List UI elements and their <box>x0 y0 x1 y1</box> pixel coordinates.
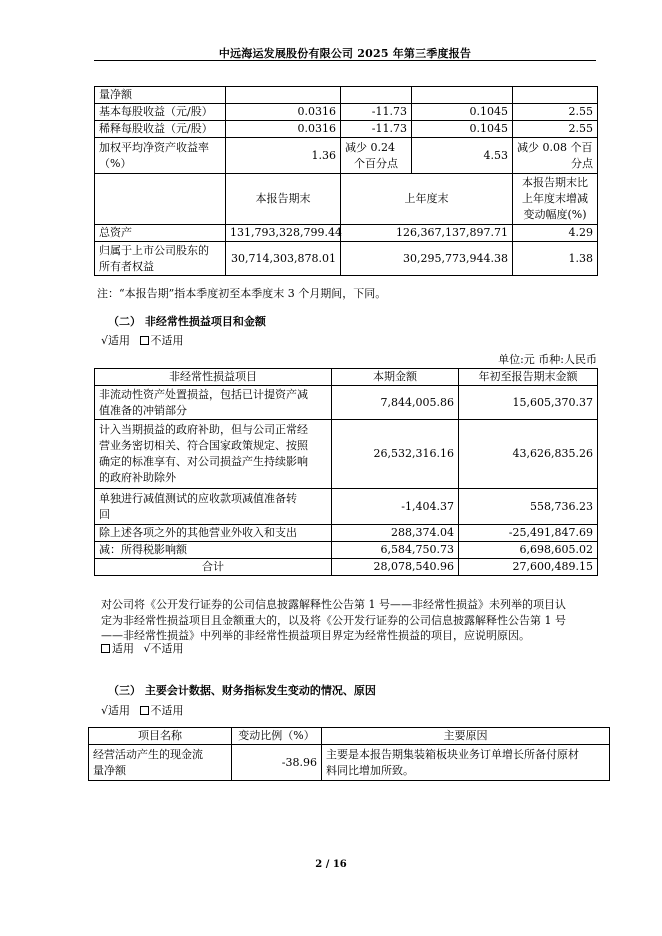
column-header: 非经常性损益项目 <box>95 369 332 386</box>
table-header-row <box>89 728 610 745</box>
column-header: 上年度末 <box>341 174 513 225</box>
applicable-checked: √适用 <box>101 334 131 347</box>
table-cell: 4.29 <box>513 225 598 242</box>
not-applicable-checked: √不适用 <box>143 642 184 655</box>
checkbox-icon <box>140 336 149 345</box>
column-header: 本期金额 <box>332 369 459 386</box>
table-cell: -1,404.37 <box>332 489 459 525</box>
para-applicability-options <box>101 641 184 657</box>
not-applicable-label: 不适用 <box>150 334 184 347</box>
section-title: （三） 主要会计数据、财务指标发生变动的情况、原因 <box>108 684 376 697</box>
row-label: 单独进行减值测试的应收款项减值准备转 回 <box>95 489 332 525</box>
checkbox-icon <box>101 644 110 653</box>
table-cell: 288,374.04 <box>332 525 459 542</box>
unit-label: 单位:元 币种:人民币 <box>498 353 597 366</box>
section-title: （二） 非经常性损益项目和金额 <box>108 315 266 328</box>
table-cell: 减少 0.24 个百分点 <box>341 138 412 174</box>
table-cell: 0.1045 <box>412 121 513 138</box>
row-label: 计入当期损益的政府补助，但与公司正常经 营业务密切相关、符合国家政策规定、按照 确定的标准享有、对公司损益产生持续影响 的政府补助除外 <box>95 420 332 489</box>
table-row <box>95 525 598 542</box>
table-row <box>95 138 598 174</box>
row-label: 稀释每股收益（元/股） <box>95 121 226 138</box>
table-row <box>95 242 598 276</box>
applicability-options <box>101 333 184 349</box>
table-cell: 2.55 <box>513 121 598 138</box>
table-cell: 1.38 <box>513 242 598 276</box>
table-cell: 0.0316 <box>226 121 341 138</box>
row-label: 总资产 <box>95 225 226 242</box>
column-header: 变动比例（%） <box>232 728 322 745</box>
column-header: 本报告期末 <box>226 174 341 225</box>
page-header-title: 中远海运发展股份有限公司 2025 年第三季度报告 <box>218 47 472 60</box>
table-cell: 43,626,835.26 <box>459 420 598 489</box>
row-label: 减：所得税影响额 <box>95 542 332 559</box>
table-cell: 30,714,303,878.01 <box>226 242 341 276</box>
row-label: 归属于上市公司股东的 所有者权益 <box>95 242 226 276</box>
table-cell: 6,584,750.73 <box>332 542 459 559</box>
table-row <box>95 542 598 559</box>
non-recurring-items-table <box>94 368 598 576</box>
table-cell: 26,532,316.16 <box>332 420 459 489</box>
table-cell: 7,844,005.86 <box>332 386 459 420</box>
table-row <box>95 121 598 138</box>
table-cell: -11.73 <box>341 121 412 138</box>
page-number: 2 / 16 <box>315 859 347 870</box>
table-cell: 27,600,489.15 <box>459 559 598 576</box>
table-row <box>89 745 610 781</box>
row-label: 非流动性资产处置损益，包括已计提资产减 值准备的冲销部分 <box>95 386 332 420</box>
row-label: 合计 <box>95 559 332 576</box>
column-header: 主要原因 <box>322 728 610 745</box>
table-total-row <box>95 559 598 576</box>
key-financial-data-table <box>94 86 598 276</box>
table-cell: -25,491,847.69 <box>459 525 598 542</box>
applicability-options <box>101 703 184 719</box>
table-cell: 30,295,773,944.38 <box>341 242 513 276</box>
table-cell: 131,793,328,799.44 <box>226 225 341 242</box>
table-cell: 0.1045 <box>412 104 513 121</box>
table-cell: 0.0316 <box>226 104 341 121</box>
checkbox-icon <box>140 706 149 715</box>
table-header-row <box>95 174 598 225</box>
row-label: 除上述各项之外的其他营业外收入和支出 <box>95 525 332 542</box>
table-cell: 减少 0.08 个百 分点 <box>513 138 598 174</box>
table-row <box>95 489 598 525</box>
applicable-checked: √适用 <box>101 704 131 717</box>
table-cell: 15,605,370.37 <box>459 386 598 420</box>
table-row <box>95 225 598 242</box>
table-cell: 126,367,137,897.71 <box>341 225 513 242</box>
header-divider <box>94 60 596 61</box>
table-cell: -38.96 <box>232 745 322 781</box>
table-row <box>95 420 598 489</box>
column-header: 年初至报告期末金额 <box>459 369 598 386</box>
table-cell: 6,698,605.02 <box>459 542 598 559</box>
column-header: 项目名称 <box>89 728 232 745</box>
table-note: 注：“本报告期”指本季度初至本季度末 3 个月期间，下同。 <box>97 287 387 300</box>
row-label: 经营活动产生的现金流 量净额 <box>89 745 232 781</box>
table-cell: -11.73 <box>341 104 412 121</box>
table-cell: 558,736.23 <box>459 489 598 525</box>
not-applicable-label: 不适用 <box>150 704 184 717</box>
table-cell: 28,078,540.96 <box>332 559 459 576</box>
row-label: 加权平均净资产收益率 （%） <box>95 138 226 174</box>
changes-table <box>88 727 610 781</box>
table-cell: 主要是本报告期集装箱板块业务订单增长所备付原材 料同比增加所致。 <box>322 745 610 781</box>
table-cell: 1.36 <box>226 138 341 174</box>
applicable-label: 适用 <box>112 642 134 655</box>
table-row <box>95 104 598 121</box>
table-row <box>95 386 598 420</box>
table-header-row <box>95 369 598 386</box>
table-cell: 量净额 <box>95 87 226 104</box>
row-label: 基本每股收益（元/股） <box>95 104 226 121</box>
table-cell: 4.53 <box>412 138 513 174</box>
table-cell: 2.55 <box>513 104 598 121</box>
explanation-paragraph: 对公司将《公开发行证券的公司信息披露解释性公告第 1 号——非经常性损益》未列举的项目认 定为非经常性损益项目且金额重大的，以及将《公开发行证券的公司信息披露解释性公告第 1 号 ——非经常性损益》中列举的非经常性损益项目界定为经常性损益的项目，应说明原因。 <box>101 598 566 642</box>
column-header: 本报告期末比 上年度末增减 变动幅度(%) <box>513 174 598 225</box>
